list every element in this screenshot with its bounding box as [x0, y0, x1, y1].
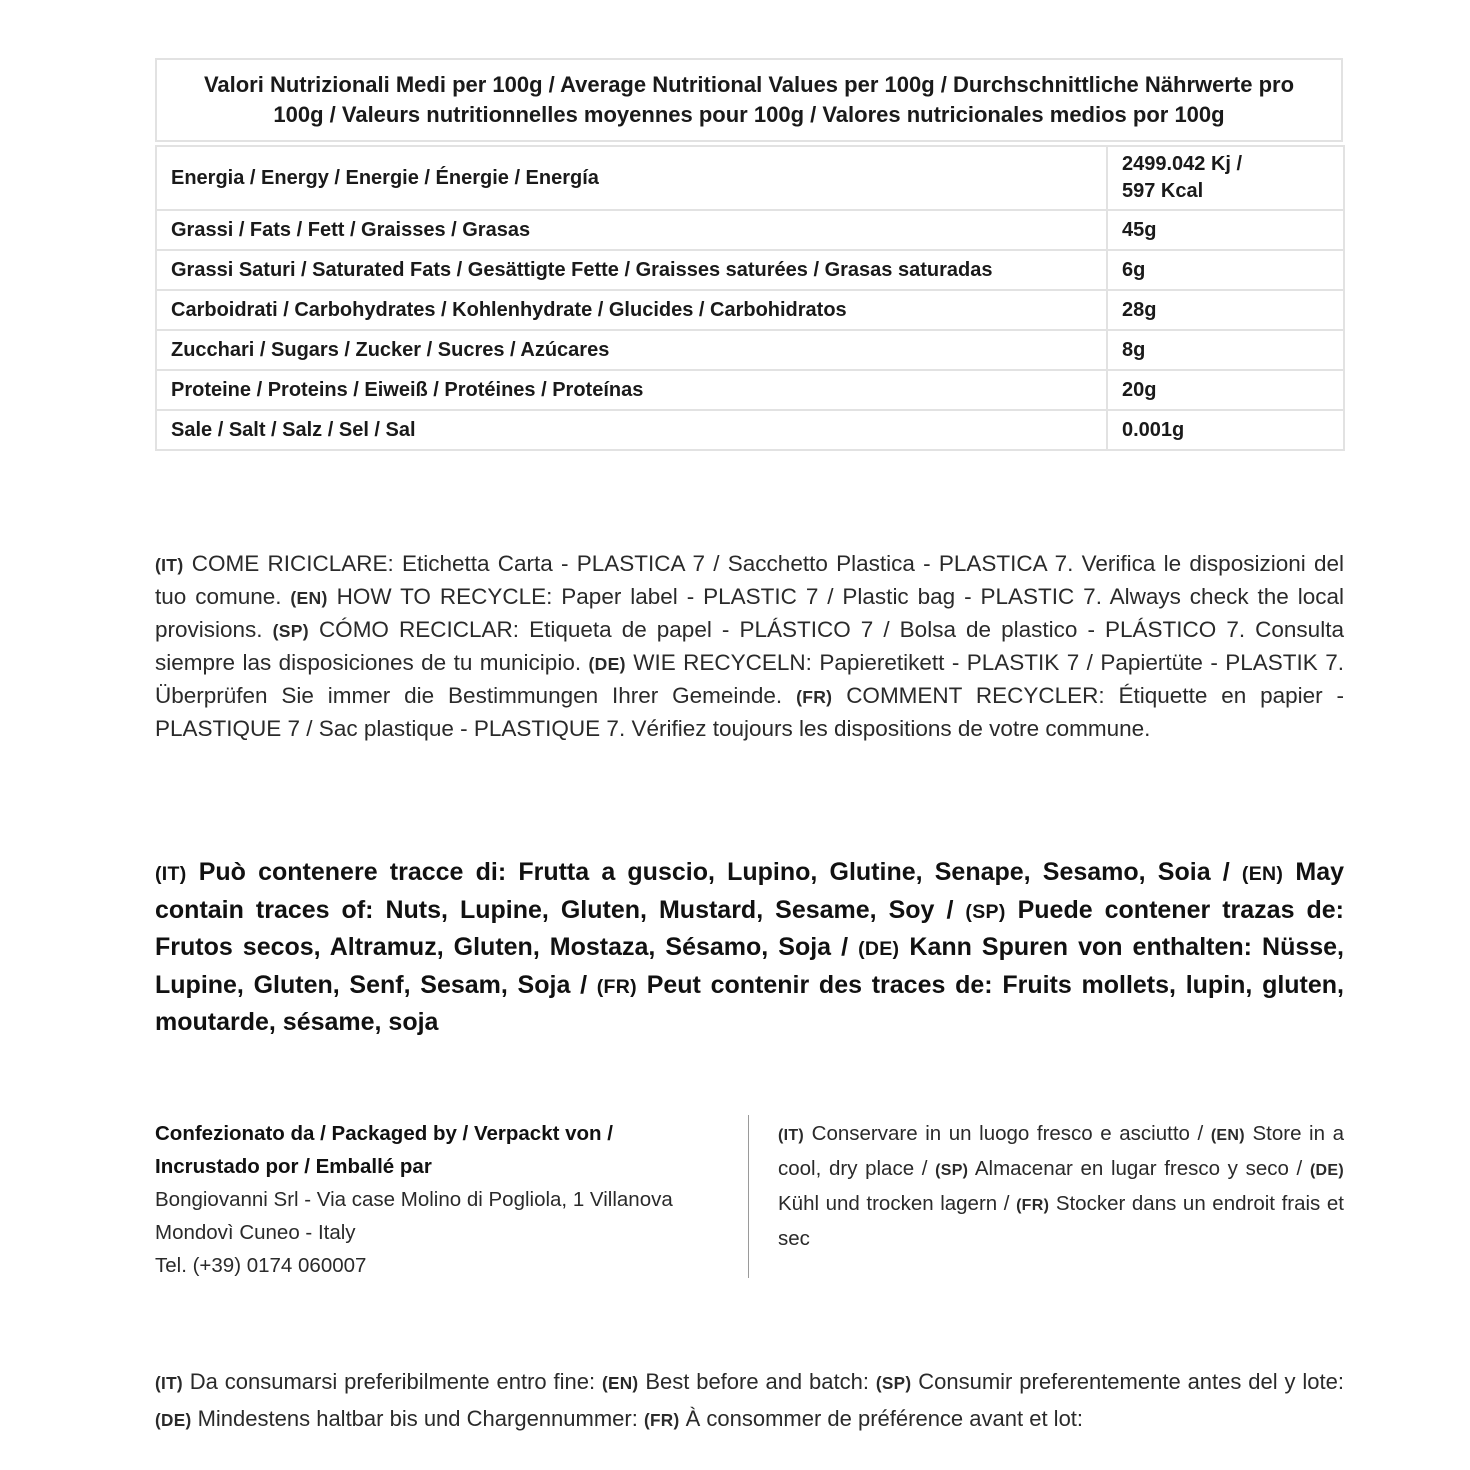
lang-tag-fr: (FR) [1016, 1197, 1050, 1214]
nutrient-value: 0.001g [1107, 410, 1344, 450]
lang-tag-en: (EN) [1241, 863, 1284, 885]
lang-tag-sp: (SP) [875, 1373, 912, 1393]
nutrient-label: Grassi / Fats / Fett / Graisses / Grasas [156, 210, 1107, 250]
nutrition-title: Valori Nutrizionali Medi per 100g / Average Nutritional Values per 100g / Durchschnittliche Nährwerte pro 100g / Valeurs nutritionnelles moyennes pour 100g / Valores nutricionales medios por 100g [155, 58, 1343, 142]
best-before-block [155, 1364, 1344, 1438]
nutrition-table [155, 58, 1343, 451]
storage-text-en: Store in a cool, dry place / [778, 1122, 1344, 1180]
best-before-text-it: Da consumarsi preferibilmente entro fine: [189, 1369, 596, 1394]
nutrient-label: Zucchari / Sugars / Zucker / Sucres / Azúcares [156, 330, 1107, 370]
allergen-text-en: May contain traces of: Nuts, Lupine, Gluten, Mustard, Sesame, Soy / [155, 858, 1345, 924]
lang-tag-it: (IT) [155, 555, 184, 575]
recycling-text-sp: CÓMO RECICLAR: Etiqueta de papel - PLÁSTICO 7 / Bolsa de plastico - PLÁSTICO 7. Consulta siempre las disposiciones de tu municipio. [155, 617, 1344, 675]
allergen-text-it: Può contenere tracce di: Frutta a guscio, Lupino, Glutine, Senape, Sesamo, Soia / [198, 858, 1230, 886]
lang-tag-sp: (SP) [965, 900, 1006, 923]
lang-tag-de: (DE) [588, 654, 626, 674]
storage-text-it: Conservare in un luogo fresco e asciutto / [811, 1122, 1204, 1145]
best-before-text-fr: À consommer de préférence avant et lot: [685, 1406, 1084, 1431]
phone-number: Tel. (+39) 0174 060007 [155, 1254, 367, 1277]
storage-text-sp: Almacenar en lugar fresco y seco / [974, 1157, 1303, 1180]
lang-tag-en: (EN) [290, 588, 328, 608]
storage-text-fr: Stocker dans un endroit frais et sec [778, 1192, 1344, 1250]
lang-tag-it: (IT) [778, 1127, 805, 1144]
lang-tag-it: (IT) [155, 1373, 183, 1393]
allergen-text-de: Kann Spuren von enthalten: Nüsse, Lupine, Gluten, Senf, Sesam, Soja / [155, 933, 1344, 999]
address-line2: Mondovì Cuneo - Italy [155, 1221, 356, 1244]
recycling-text-it: COME RICICLARE: Etichetta Carta - PLASTICA 7 / Sacchetto Plastica - PLASTICA 7. Verifica le disposizioni del tuo comune. [155, 551, 1344, 609]
nutrient-label: Proteine / Proteins / Eiweiß / Protéines / Proteínas [156, 370, 1107, 410]
lang-tag-de: (DE) [155, 1410, 192, 1430]
nutrient-value: 45g [1107, 210, 1344, 250]
table-row [156, 410, 1344, 450]
address-line1: Bongiovanni Srl - Via case Molino di Pogliola, 1 Villanova [155, 1188, 673, 1211]
table-row [156, 146, 1344, 210]
lang-tag-it: (IT) [155, 863, 187, 885]
energy-kcal: 597 Kcal [1122, 180, 1204, 202]
recycling-text-fr: COMMENT RECYCLER: Étiquette en papier - PLASTIQUE 7 / Sac plastique - PLASTIQUE 7. Vérifiez toujours les dispositions de votre commune. [155, 683, 1344, 741]
nutrient-label: Energia / Energy / Energie / Énergie / Energía [156, 146, 1107, 210]
recycling-text-en: HOW TO RECYCLE: Paper label - PLASTIC 7 / Plastic bag - PLASTIC 7. Always check the local provisions. [155, 584, 1344, 642]
lang-tag-sp: (SP) [935, 1162, 969, 1179]
table-row [156, 290, 1344, 330]
lang-tag-en: (EN) [601, 1373, 639, 1393]
lang-tag-sp: (SP) [272, 621, 309, 641]
lang-tag-fr: (FR) [643, 1410, 680, 1430]
packaged-heading-line1: Confezionato da / Packaged by / Verpackt von / [155, 1122, 613, 1145]
energy-kj: 2499.042 Kj / [1122, 153, 1243, 175]
nutrient-value: 8g [1107, 330, 1344, 370]
recycling-instructions [155, 548, 1344, 745]
lang-tag-de: (DE) [1309, 1162, 1344, 1179]
best-before-text-de: Mindestens haltbar bis und Chargennummer: [197, 1406, 638, 1431]
nutrient-value: 20g [1107, 370, 1344, 410]
table-row [156, 330, 1344, 370]
nutrient-value: 28g [1107, 290, 1344, 330]
lang-tag-en: (EN) [1210, 1127, 1245, 1144]
lang-tag-fr: (FR) [796, 687, 833, 707]
table-row [156, 370, 1344, 410]
allergen-text-sp: Puede contener trazas de: Frutos secos, Altramuz, Gluten, Mostaza, Sésamo, Soja / [155, 895, 1344, 961]
nutrition-rows [155, 145, 1345, 451]
recycling-text-de: WIE RECYCELN: Papieretikett - PLASTIK 7 / Papiertüte - PLASTIK 7. Überprüfen Sie immer die Bestimmungen Ihrer Gemeinde. [155, 650, 1344, 708]
nutrient-label: Sale / Salt / Salz / Sel / Sal [156, 410, 1107, 450]
nutrient-value [1107, 146, 1344, 210]
column-divider [748, 1115, 749, 1278]
nutrient-value: 6g [1107, 250, 1344, 290]
lang-tag-de: (DE) [858, 938, 900, 960]
best-before-text-en: Best before and batch: [645, 1369, 869, 1394]
storage-text-de: Kühl und trocken lagern / [778, 1192, 1010, 1215]
table-row [156, 250, 1344, 290]
packaged-by-block [155, 1117, 730, 1282]
table-row [156, 210, 1344, 250]
best-before-text-sp: Consumir preferentemente antes del y lote: [918, 1369, 1344, 1394]
packaged-heading-line2: Incrustado por / Emballé par [155, 1155, 432, 1178]
lang-tag-fr: (FR) [596, 975, 637, 998]
allergen-warning [155, 855, 1344, 1041]
storage-instructions [778, 1117, 1344, 1255]
allergen-text-fr: Peut contenir des traces de: Fruits mollets, lupin, gluten, moutarde, sésame, soja [155, 970, 1345, 1036]
nutrient-label: Grassi Saturi / Saturated Fats / Gesättigte Fette / Graisses saturées / Grasas saturadas [156, 250, 1107, 290]
nutrient-label: Carboidrati / Carbohydrates / Kohlenhydrate / Glucides / Carbohidratos [156, 290, 1107, 330]
